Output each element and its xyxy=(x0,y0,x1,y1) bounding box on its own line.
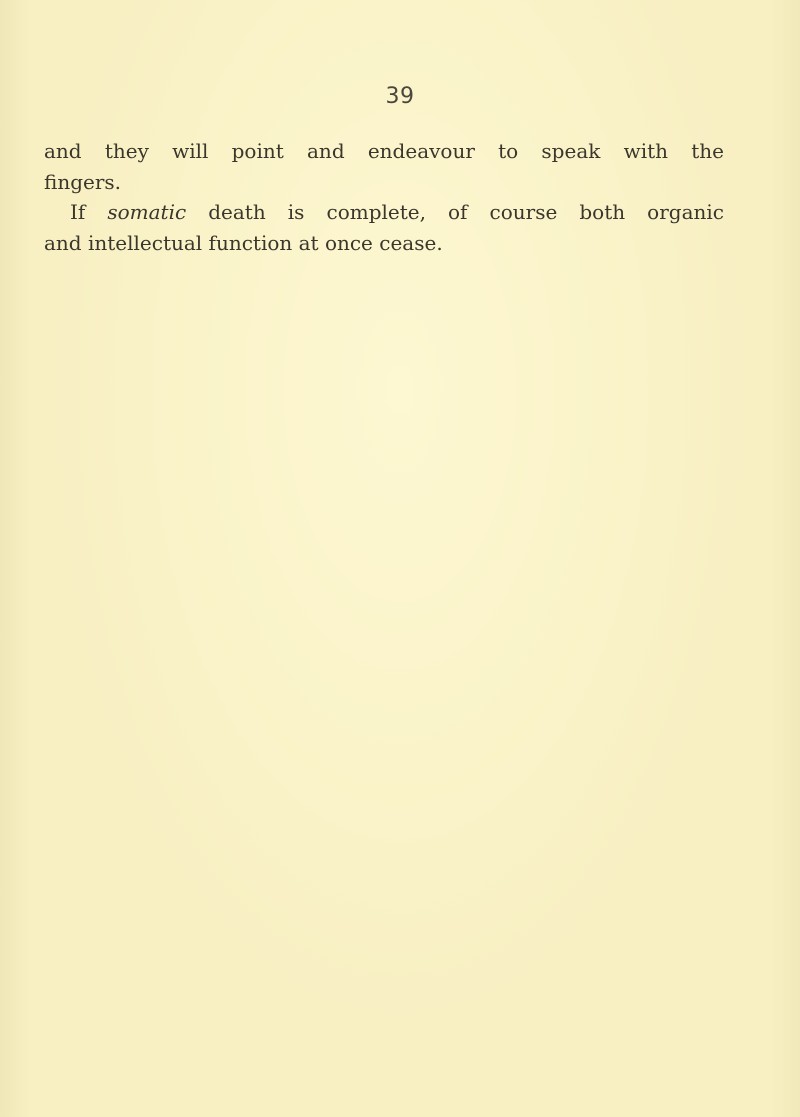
text-line-2: fingers. xyxy=(44,169,122,194)
page-number: 39 xyxy=(385,84,415,109)
page-body-text xyxy=(44,136,724,258)
text-line-3 xyxy=(44,197,724,228)
text-line-1: and they will point and endeavour to speak with the xyxy=(44,139,724,163)
text-line-4: and intellectual function at once cease. xyxy=(44,230,443,255)
paragraph-prefix: If xyxy=(70,200,108,224)
paragraph-line-rest: death is complete, of course both organic xyxy=(186,200,724,224)
italic-word-somatic: somatic xyxy=(107,200,187,224)
